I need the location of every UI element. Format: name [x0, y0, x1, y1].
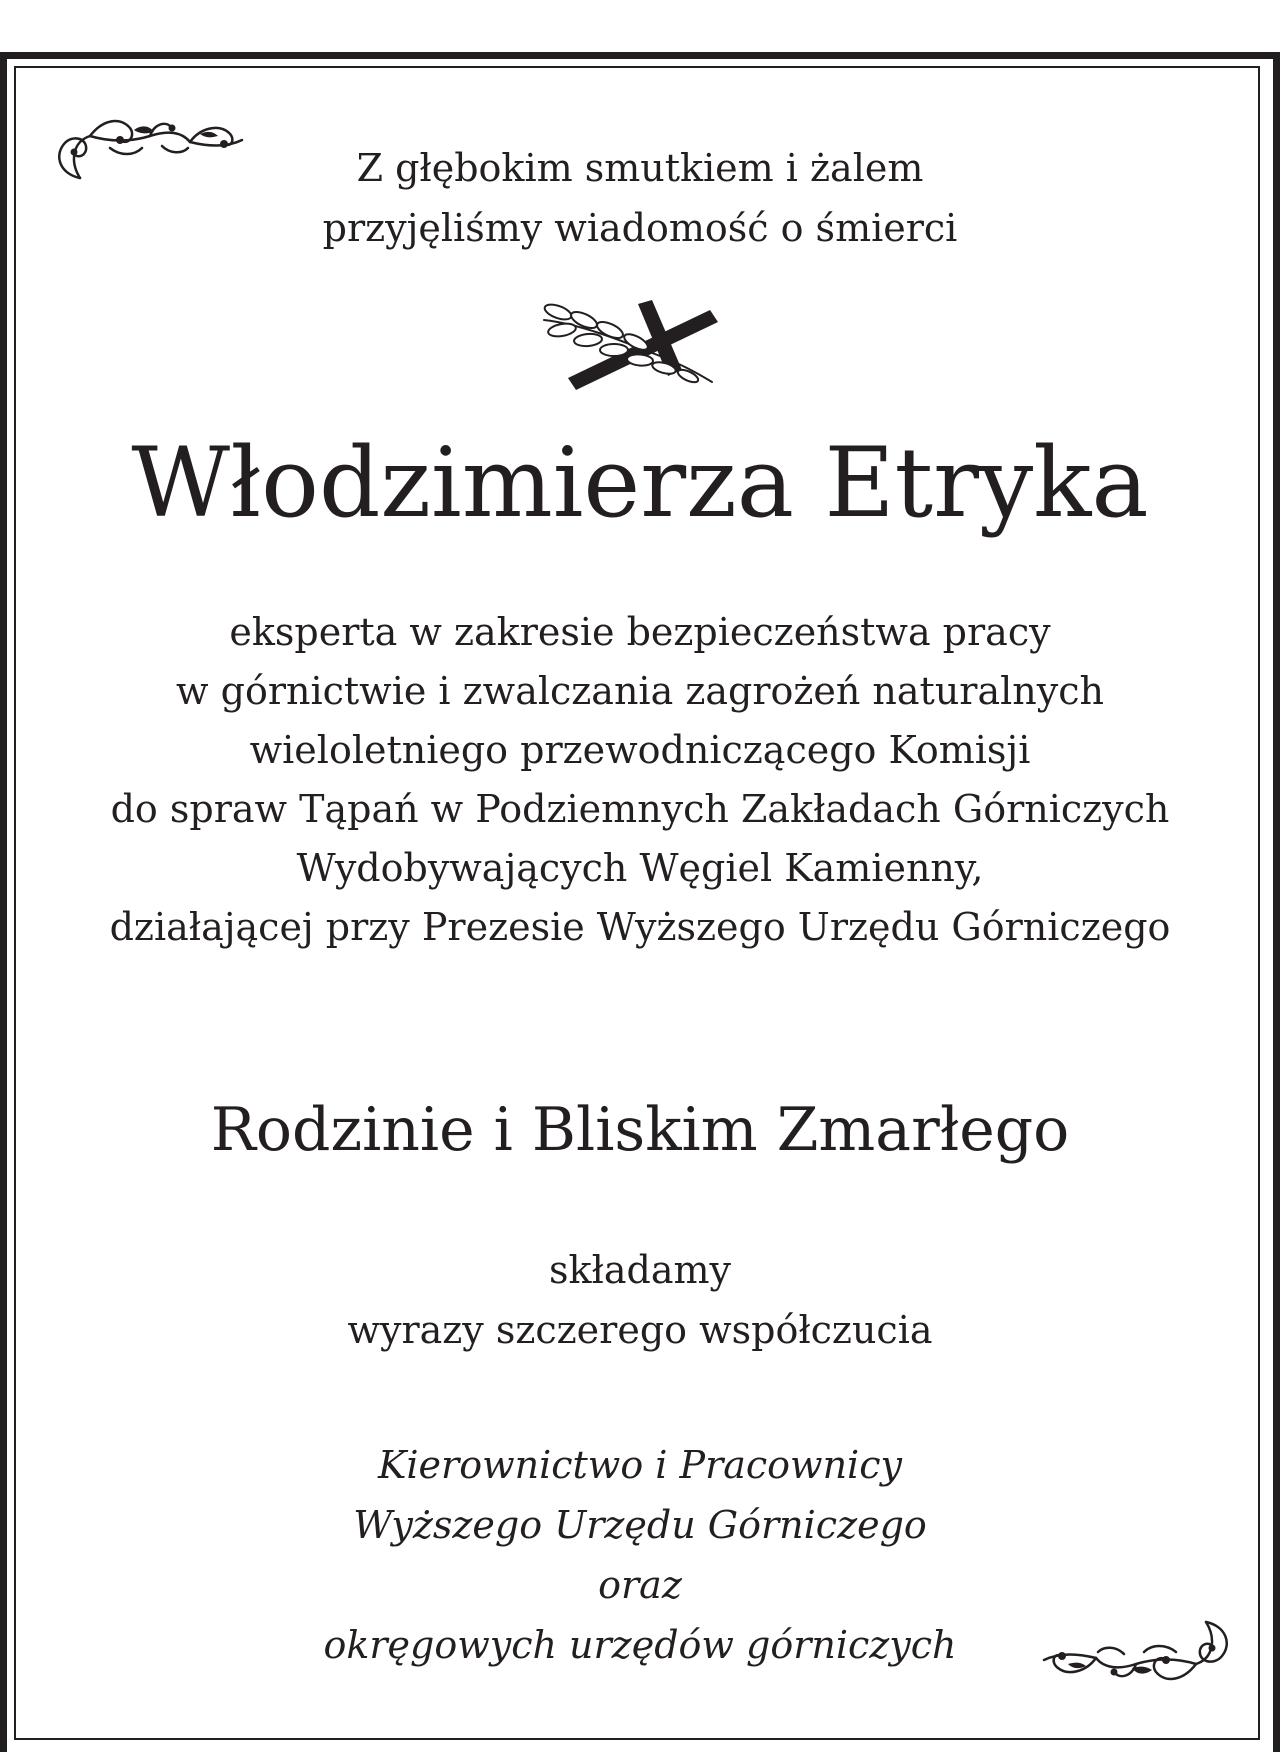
- description-line: do spraw Tąpań w Podziemnych Zakładach Górniczych: [110, 787, 1170, 831]
- intro-line-1: Z głębokim smutkiem i żalem: [356, 146, 924, 190]
- description-line: wieloletniego przewodniczącego Komisji: [249, 728, 1031, 772]
- description-line: działającej przy Prezesie Wyższego Urzędu Górniczego: [109, 905, 1171, 949]
- family-line: Rodzinie i Bliskim Zmarłego: [210, 1095, 1070, 1165]
- intro-line-2: przyjęliśmy wiadomość o śmierci: [322, 206, 958, 250]
- signature-line: okręgowych urzędów górniczych: [323, 1623, 957, 1667]
- description-line: Wydobywających Węgiel Kamienny,: [296, 846, 984, 890]
- signature-line: oraz: [598, 1563, 682, 1607]
- description-line: w górnictwie i zwalczania zagrożeń naturalnych: [176, 669, 1104, 713]
- signature-line: Kierownictwo i Pracownicy: [378, 1443, 902, 1487]
- condolences-line-2: wyrazy szczerego współczucia: [347, 1308, 933, 1352]
- description-line: eksperta w zakresie bezpieczeństwa pracy: [229, 610, 1051, 654]
- cross-with-laurel-icon: [540, 296, 740, 396]
- condolences-line-1: składamy: [549, 1248, 731, 1292]
- deceased-name: Włodzimierza Etryka: [131, 427, 1149, 539]
- signature-line: Wyższego Urzędu Górniczego: [353, 1503, 927, 1547]
